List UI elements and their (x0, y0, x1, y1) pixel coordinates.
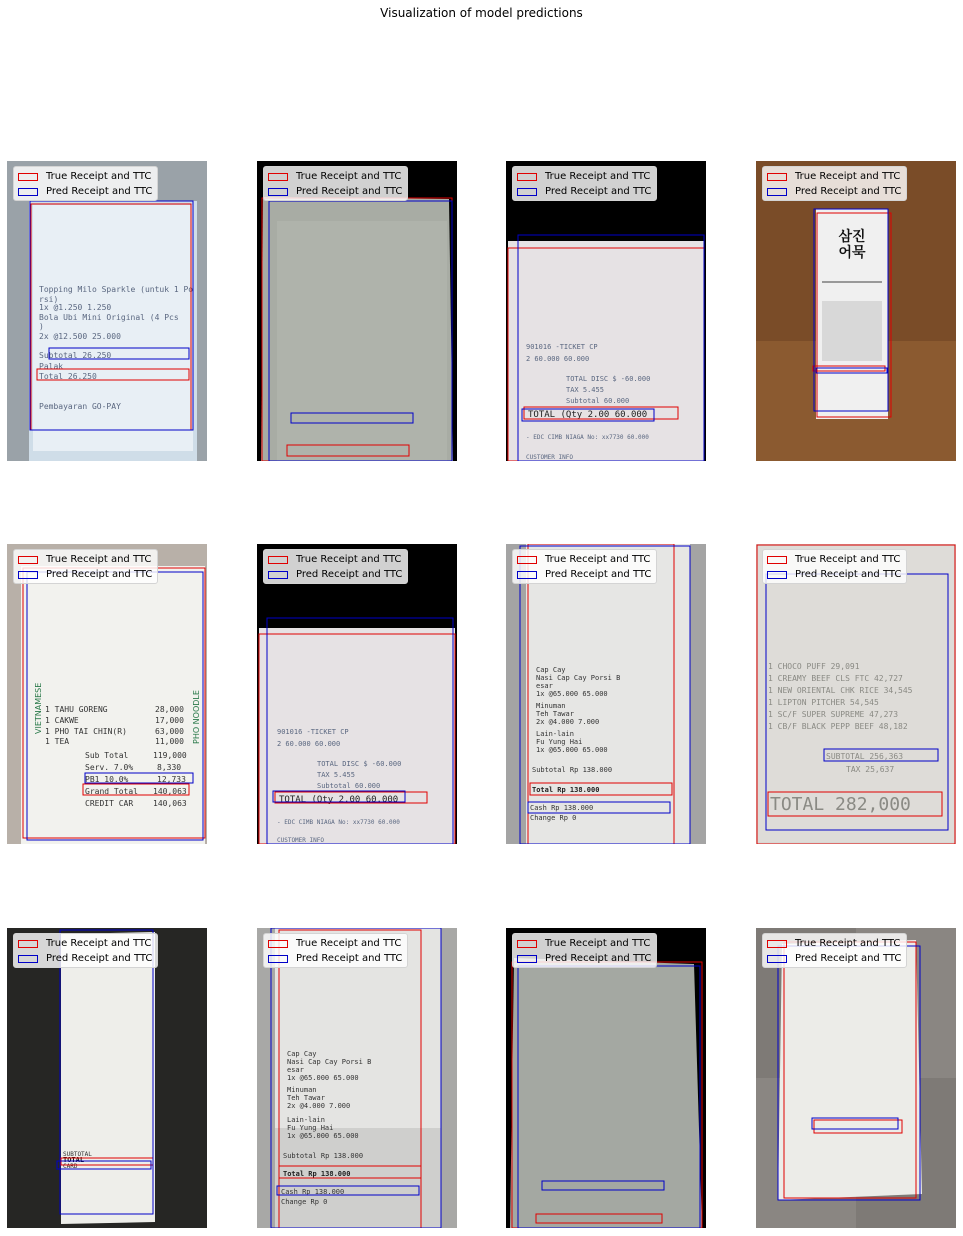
receipt-photo (506, 161, 706, 461)
receipt-line: 삼진 (838, 229, 866, 245)
receipt-line: Cap Cay (287, 1050, 317, 1058)
receipt-photo (7, 928, 207, 1228)
receipt-line: 1 CREAMY BEEF CLS FTC 42,727 (768, 674, 903, 683)
receipt-line: 1 NEW ORIENTAL CHK RICE 34,545 (768, 686, 913, 695)
receipt-line: esar (536, 682, 553, 690)
receipt-line: TOTAL 282,000 (770, 794, 911, 815)
true-swatch (767, 173, 787, 181)
receipt-line: - EDC CIMB NIAGA No: xx7730 60.000 (277, 819, 400, 826)
true-swatch (767, 940, 787, 948)
receipt-line: CUSTOMER INFO (277, 837, 324, 844)
receipt-line: 1 CAKWE (45, 716, 79, 725)
receipt-line: Subtotal 60.000 (317, 782, 381, 790)
receipt-line: 2 60.000 60.000 (277, 740, 341, 748)
legend (512, 166, 657, 201)
receipt-line: Cap Cay (536, 666, 566, 674)
legend (512, 933, 657, 968)
receipt-line: 1x @65.000 65.000 (536, 690, 608, 698)
receipt-line: 119,000 (153, 751, 187, 760)
legend-true-label: True Receipt and TTC (46, 938, 152, 949)
receipt-line: Cash Rp 138.000 (530, 804, 594, 812)
pred-swatch (517, 188, 537, 196)
receipt-line: Bola Ubi Mini Original (4 Pcs (39, 313, 179, 322)
legend (13, 166, 158, 201)
receipt-line: TAX 5.455 (566, 386, 604, 394)
legend-true-label: True Receipt and TTC (795, 171, 901, 182)
legend-pred-label: Pred Receipt and TTC (46, 569, 153, 580)
receipt-line: 2 60.000 60.000 (526, 355, 590, 363)
receipt-line: 12,733 (157, 775, 186, 784)
receipt-line: CREDIT CAR (85, 799, 134, 808)
legend-true-label: True Receipt and TTC (46, 171, 152, 182)
legend (512, 549, 657, 584)
pred-swatch (767, 955, 787, 963)
receipt-line: 63,000 (155, 727, 184, 736)
true-swatch (268, 556, 288, 564)
receipt-line: 2x @4.000 7.000 (287, 1102, 351, 1110)
legend-true-label: True Receipt and TTC (296, 938, 402, 949)
receipt-photo (7, 544, 207, 844)
legend-true-label: True Receipt and TTC (795, 554, 901, 565)
prediction-panel-2 (257, 161, 457, 461)
receipt-line: Nasi Cap Cay Porsi B (287, 1058, 372, 1066)
legend-pred-label: Pred Receipt and TTC (795, 186, 902, 197)
pred-swatch (18, 955, 38, 963)
legend-pred-label: Pred Receipt and TTC (296, 953, 403, 964)
legend (263, 933, 408, 968)
receipt-line: Total Rp 138.000 (283, 1170, 351, 1178)
receipt-line: TOTAL DISC $ -60.000 (566, 375, 651, 383)
receipt-photo (506, 928, 706, 1228)
prediction-panel-4 (756, 161, 956, 461)
legend (762, 933, 907, 968)
receipt-line: Subtotal 60.000 (566, 397, 630, 405)
receipt-line: Minuman (536, 702, 566, 710)
receipt-line: Serv. 7.0% (85, 763, 134, 772)
receipt-photo (7, 161, 207, 461)
receipt-line: 1 CB/F BLACK PEPP BEEF 48,182 (768, 722, 908, 731)
receipt-line: 28,000 (155, 705, 184, 714)
pred-swatch (517, 955, 537, 963)
true-swatch (268, 940, 288, 948)
prediction-panel-3 (506, 161, 706, 461)
legend-true-label: True Receipt and TTC (545, 554, 651, 565)
receipt-line: Total 26.250 (39, 372, 97, 381)
legend-pred-label: Pred Receipt and TTC (46, 953, 153, 964)
receipt-line: 1 LIPTON PITCHER 54,545 (768, 698, 879, 707)
true-swatch (268, 173, 288, 181)
receipt-line: TOTAL (63, 1156, 85, 1164)
true-swatch (517, 556, 537, 564)
receipt-line: Palak (39, 362, 64, 371)
prediction-panel-10 (257, 928, 457, 1228)
receipt-line: 17,000 (155, 716, 184, 725)
receipt-line: Cash Rp 138.000 (281, 1188, 345, 1196)
receipt-line: 1x @65.000 65.000 (287, 1132, 359, 1140)
receipt-line: 1 CHOCO PUFF 29,091 (768, 662, 860, 671)
receipt-line: 140,063 (153, 787, 187, 796)
legend-true-label: True Receipt and TTC (795, 938, 901, 949)
receipt-line: Lain-lain (287, 1116, 325, 1124)
prediction-panel-6 (257, 544, 457, 844)
receipt-line: - EDC CIMB NIAGA No: xx7730 60.000 (526, 434, 649, 441)
receipt-photo (257, 544, 457, 844)
receipt-line: 어묵 (838, 245, 866, 261)
receipt-photo (257, 161, 457, 461)
receipt-line: PB1 10.0% (85, 775, 129, 784)
receipt-line: Change Rp 0 (530, 814, 577, 822)
receipt-line: SUBTOTAL 256,363 (826, 752, 904, 761)
receipt-line: 2x @12.500 25.000 (39, 332, 121, 341)
legend-pred-label: Pred Receipt and TTC (296, 569, 403, 580)
receipt-line: Minuman (287, 1086, 317, 1094)
receipt-line: 1 TAHU GORENG (45, 705, 108, 714)
legend-true-label: True Receipt and TTC (296, 554, 402, 565)
true-swatch (517, 940, 537, 948)
receipt-line: PHO NOODLE (192, 690, 201, 744)
legend-pred-label: Pred Receipt and TTC (795, 569, 902, 580)
receipt-line: rsi) (39, 295, 59, 304)
pred-swatch (18, 571, 38, 579)
receipt-line: 1 PHO TAI CHIN(R) (45, 727, 127, 736)
receipt-line: TOTAL (Qty 2.00 60.000 (528, 410, 648, 420)
receipt-line: 1 SC/F SUPER SUPREME 47,273 (768, 710, 899, 719)
legend (263, 166, 408, 201)
receipt-line: SUBTOTAL (63, 1151, 92, 1158)
prediction-panel-7 (506, 544, 706, 844)
receipt-line: Sub Total (85, 751, 129, 760)
receipt-line: ) (39, 322, 44, 331)
receipt-line: 901016 -TICKET CP (526, 343, 598, 351)
receipt-line: Teh Tawar (536, 710, 574, 718)
prediction-panel-9 (7, 928, 207, 1228)
receipt-line: CUSTOMER INFO (526, 454, 573, 461)
receipt-line: Fu Yung Hai (536, 738, 583, 746)
receipt-line: TAX 5.455 (317, 771, 355, 779)
receipt-line: 8,330 (157, 763, 182, 772)
receipt-line: Grand Total (85, 787, 138, 796)
receipt-line: esar (287, 1066, 304, 1074)
legend-pred-label: Pred Receipt and TTC (545, 953, 652, 964)
receipt-photo (756, 161, 956, 461)
receipt-photo (756, 544, 956, 844)
legend (13, 549, 158, 584)
receipt-line: VIETNAMESE (34, 682, 43, 734)
pred-swatch (517, 571, 537, 579)
prediction-panel-8 (756, 544, 956, 844)
prediction-panel-1 (7, 161, 207, 461)
true-swatch (18, 940, 38, 948)
pred-swatch (268, 188, 288, 196)
receipt-line: TOTAL (Qty 2.00 60.000 (279, 795, 399, 805)
receipt-line: Subtotal 26.250 (39, 351, 112, 360)
prediction-panel-11 (506, 928, 706, 1228)
receipt-line: Fu Yung Hai (287, 1124, 334, 1132)
legend-pred-label: Pred Receipt and TTC (795, 953, 902, 964)
true-swatch (767, 556, 787, 564)
legend-pred-label: Pred Receipt and TTC (46, 186, 153, 197)
receipt-line: Change Rp 0 (281, 1198, 328, 1206)
pred-swatch (767, 571, 787, 579)
pred-swatch (767, 188, 787, 196)
true-swatch (18, 173, 38, 181)
receipt-line: Lain-lain (536, 730, 574, 738)
receipt-line: TAX 25,637 (846, 765, 895, 774)
prediction-panel-5 (7, 544, 207, 844)
receipt-line: Total Rp 138.000 (532, 786, 600, 794)
legend-true-label: True Receipt and TTC (46, 554, 152, 565)
legend-pred-label: Pred Receipt and TTC (545, 569, 652, 580)
pred-swatch (18, 188, 38, 196)
legend (263, 549, 408, 584)
legend-true-label: True Receipt and TTC (545, 938, 651, 949)
legend (762, 549, 907, 584)
receipt-line: Topping Milo Sparkle (untuk 1 Po (39, 285, 194, 294)
receipt-line: 2x @4.000 7.000 (536, 718, 600, 726)
receipt-line: 901016 -TICKET CP (277, 728, 349, 736)
legend-pred-label: Pred Receipt and TTC (296, 186, 403, 197)
legend-true-label: True Receipt and TTC (296, 171, 402, 182)
pred-swatch (268, 955, 288, 963)
receipt-photo (257, 928, 457, 1228)
pred-swatch (268, 571, 288, 579)
receipt-photo (756, 928, 956, 1228)
receipt-line: TOTAL DISC $ -60.000 (317, 760, 402, 768)
receipt-line: Teh Tawar (287, 1094, 325, 1102)
receipt-line: Pembayaran GO-PAY (39, 402, 121, 411)
receipt-line: CARD (63, 1163, 78, 1170)
legend (762, 166, 907, 201)
receipt-line: 11,000 (155, 737, 184, 746)
true-swatch (517, 173, 537, 181)
receipt-line: 1x @65.000 65.000 (536, 746, 608, 754)
prediction-panel-12 (756, 928, 956, 1228)
true-swatch (18, 556, 38, 564)
receipt-line: Nasi Cap Cay Porsi B (536, 674, 621, 682)
receipt-line: 1 TEA (45, 737, 70, 746)
receipt-photo (506, 544, 706, 844)
receipt-line: Subtotal Rp 138.000 (283, 1152, 364, 1160)
receipt-line: 1x @65.000 65.000 (287, 1074, 359, 1082)
legend (13, 933, 158, 968)
receipt-line: Subtotal Rp 138.000 (532, 766, 613, 774)
receipt-line: 1x @1.250 1.250 (39, 303, 112, 312)
receipt-line: 140,063 (153, 799, 187, 808)
legend-true-label: True Receipt and TTC (545, 171, 651, 182)
figure-title: Visualization of model predictions (380, 6, 583, 20)
legend-pred-label: Pred Receipt and TTC (545, 186, 652, 197)
